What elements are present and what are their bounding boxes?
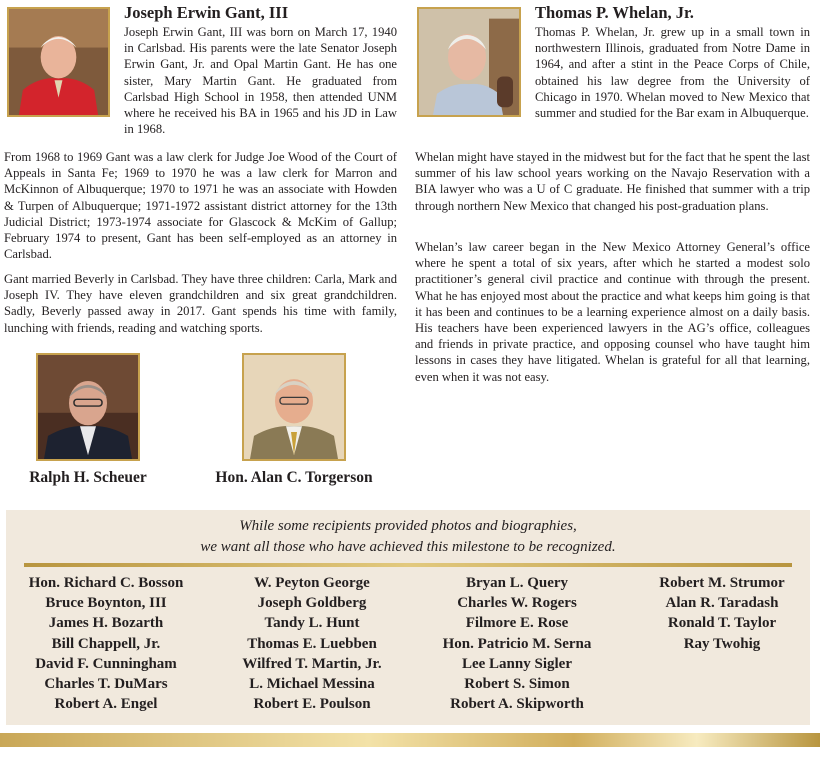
recognition-intro-line-1: While some recipients provided photos and biographies,	[239, 518, 577, 534]
recognition-panel	[6, 510, 810, 725]
recipient-column-1	[6, 573, 206, 714]
recipient-name: David F. Cunningham	[35, 655, 177, 672]
portrait-photo-scheuer	[36, 353, 140, 461]
recipient-name: James H. Bozarth	[48, 615, 164, 632]
profile-name-gant: Joseph Erwin Gant, III	[124, 3, 289, 22]
recipient-name: Robert A. Skipworth	[450, 696, 584, 713]
recipient-name: Bill Chappell, Jr.	[51, 635, 161, 652]
recipient-name: Charles T. DuMars	[44, 676, 168, 693]
recipient-name: Charles W. Rogers	[457, 595, 577, 612]
recipient-name: Joseph Goldberg	[257, 595, 367, 612]
recipient-name: W. Peyton George	[254, 575, 370, 591]
recipient-column-3	[416, 573, 618, 714]
recipient-name: Wilfred T. Martin, Jr.	[242, 655, 382, 672]
recognition-intro	[6, 516, 810, 558]
recipient-name: Thomas E. Luebben	[247, 635, 377, 652]
recipient-name: Ronald T. Taylor	[667, 615, 777, 632]
profile-name-whelan: Thomas P. Whelan, Jr.	[535, 3, 694, 22]
recipient-name: L. Michael Messina	[249, 676, 375, 693]
bio-paragraph-whelan-career: Whelan’s law career began in the New Mexico Attorney General’s office where he spent a total of six years, after which he started a modest solo practitioner’s general civil practice and continue with through the present. What he has enjoyed most about the practice and what keeps him going is that it has been and continues to be a learning experience almost on a daily basis. His teachers have been experienced lawyers in the AG’s office, colleagues and friends in private practice, and opposing counsel who have taught him lessons in cases they have litigated. Whelan is grateful for all that learning, even when it was not easy.	[415, 240, 810, 384]
recipient-name: Robert A. Engel	[54, 696, 158, 713]
recipient-name: Bruce Boynton, III	[45, 595, 167, 612]
bio-intro-gant: Joseph Erwin Gant, III was born on March 17, 1940 in Carlsbad. His parents were the late Senator Joseph Erwin Gant, Jr. and Opal Martin Gant. He has one sister, Mary Martin Gant. He graduated from Carlsbad High School in 1958, then attended UNM where he received his BA in 1965 and his JD in Law in 1968.	[124, 25, 397, 137]
recipient-name: Hon. Richard C. Bosson	[28, 575, 184, 591]
gold-divider	[24, 563, 792, 567]
bio-paragraph-gant-career: From 1968 to 1969 Gant was a law clerk for Judge Joe Wood of the Court of Appeals in Santa Fe; 1969 to 1970 he was a law clerk for Marron and McKinnon of Albuquerque; 1970 to 1971 he was an associate with Howden & Turpen of Albuquerque; 1971-1972 assistant district attorney for the 13th Judicial District; 1973-1974 associate for Glascock & McKim of Gallup; February 1974 to present, Gant has been self-employed as an attorney in Carlsbad.	[4, 150, 397, 262]
recipient-column-2	[206, 573, 418, 714]
photo-caption-scheuer: Ralph H. Scheuer	[29, 469, 147, 486]
portrait-photo-whelan	[417, 7, 521, 117]
recipient-name: Lee Lanny Sigler	[461, 655, 572, 672]
recipient-name: Alan R. Taradash	[665, 595, 779, 612]
recipient-name: Hon. Patricio M. Serna	[442, 635, 592, 652]
recipient-name: Ray Twohig	[683, 635, 761, 652]
photo-caption-torgerson: Hon. Alan C. Torgerson	[215, 469, 373, 486]
bio-paragraph-whelan-midwest: Whelan might have stayed in the midwest but for the fact that he spent the last summer of his law school years working on the Navajo Reservation with a BIA lawyer who was a U of C graduate. He finished that summer with a trip through northern New Mexico that changed his post-graduation plans.	[415, 150, 810, 213]
recipient-column-4	[622, 573, 820, 654]
bio-paragraph-gant-family: Gant married Beverly in Carlsbad. They have three children: Carla, Mark and Joseph IV. They have eleven grandchildren and six great grandchildren. Sadly, Beverly passed away in 2017. Gant spends his time with family, lunching with friends, reading and watching sports.	[4, 272, 397, 335]
recipient-name: Tandy L. Hunt	[264, 615, 360, 632]
recognition-intro-line-2: we want all those who have achieved this milestone to be recognized.	[200, 539, 616, 555]
gold-footer-bar	[0, 733, 820, 747]
recipient-name: Bryan L. Query	[465, 575, 569, 591]
recipient-name: Robert E. Poulson	[253, 696, 371, 713]
recipient-name: Robert S. Simon	[464, 676, 570, 693]
recipient-name: Robert M. Strumor	[659, 575, 785, 591]
recipient-name: Filmore E. Rose	[465, 615, 569, 632]
portrait-photo-torgerson	[242, 353, 346, 461]
bio-intro-whelan: Thomas P. Whelan, Jr. grew up in a small town in northwestern Illinois, graduated from Notre Dame in 1964, and after a stint in the Peace Corps of Chile, obtained his law degree from the University of Chicago in 1970. Whelan moved to New Mexico that summer and studied for the Bar exam in Albuquerque.	[535, 25, 810, 121]
portrait-photo-gant	[7, 7, 110, 117]
